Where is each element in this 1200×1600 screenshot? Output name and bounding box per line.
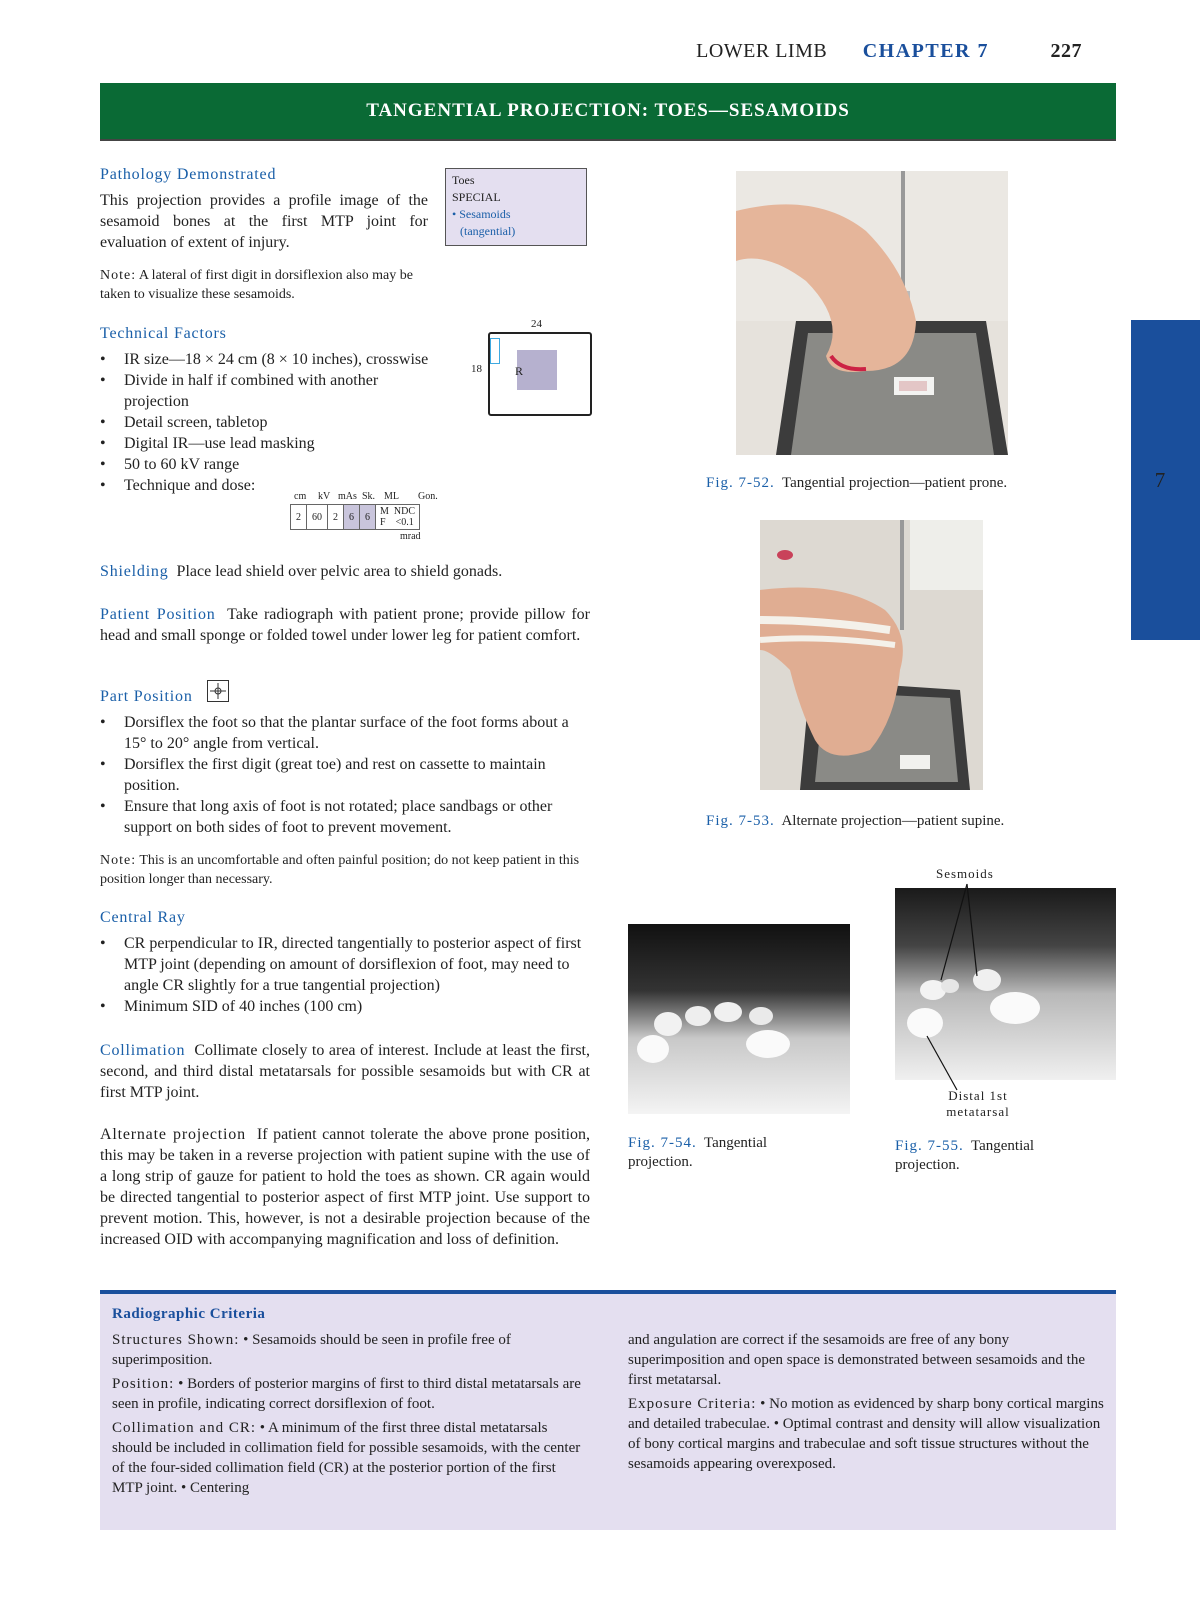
list-item: • IR size—18 × 24 cm (8 × 10 inches), crosswise [100, 349, 430, 370]
note-label: Note: [100, 268, 137, 283]
fig-7-52-photo [736, 171, 1008, 455]
dose-col-mas: mAs [338, 491, 357, 502]
figure-caption: Alternate projection—patient supine. [781, 813, 1005, 829]
criteria-heading: Radiographic Criteria [112, 1306, 266, 1322]
running-header [696, 40, 1082, 63]
criteria-position [112, 1374, 584, 1414]
projection-menu-box [445, 168, 587, 246]
alternate-text: If patient cannot tolerate the above prone position, this may be taken in a reverse projection with patient supine with the use of a long strip of gauze for patient to hold the toes as shown. CR again would be directed tangential to posterior aspect of first MTP joint. Use support to prevent motion. This, however, is not a desirable projection because of the increased OID with accompanying magnification and loss of definition. [100, 1126, 591, 1248]
patient-position-heading: Patient Position [100, 606, 216, 623]
dose-col-kv: kV [318, 491, 331, 502]
shielding-block [100, 561, 592, 582]
exposure-label: Exposure Criteria: [628, 1396, 757, 1412]
gonad-f-label: F [380, 517, 386, 528]
alternate-heading: Alternate projection [100, 1126, 246, 1143]
part-position-note [100, 851, 590, 889]
menu-group: SPECIAL [452, 190, 501, 204]
list-item: • Minimum SID of 40 inches (100 cm) [100, 996, 590, 1017]
label-line-1: Distal 1st [948, 1088, 1008, 1103]
collimation-marker [490, 338, 500, 364]
figure-caption: Tangential projection. [895, 1138, 1035, 1173]
note-text: This is an uncomfortable and often painful position; do not keep patient in this position longer than necessary. [100, 853, 580, 887]
position-text: • Borders of posterior margins of first to third distal metatarsals are seen in profile, indicating correct dorsiflexion of foot. [112, 1376, 581, 1412]
criteria-continued: and angulation are correct if the sesamoids are free of any bony superimposition and open space is demonstrated between sesamoids and the first metatarsal. [628, 1332, 1085, 1388]
dose-table [290, 504, 420, 530]
fig-7-54-caption [628, 1134, 828, 1172]
pathology-heading: Pathology Demonstrated [100, 166, 277, 183]
part-position-heading: Part Position [100, 688, 193, 705]
pathology-note [100, 266, 430, 304]
fig-7-53-caption [706, 812, 1106, 831]
menu-category: Toes [452, 173, 475, 187]
page-number: 227 [1050, 40, 1082, 62]
chapter-label: CHAPTER 7 [862, 40, 989, 62]
dose-kv: 60 [307, 505, 328, 530]
list-item: • Technique and dose: [100, 475, 430, 496]
collimation-label: Collimation and CR: [112, 1420, 257, 1436]
fig-7-55-caption [895, 1137, 1095, 1175]
list-item: • Digital IR—use lead masking [100, 433, 430, 454]
note-text: A lateral of first digit in dorsiflexion also may be taken to visualize these sesamoids. [100, 268, 413, 302]
page-title-banner [100, 83, 1116, 141]
gonad-m-label: M [380, 506, 389, 517]
collimation-block [100, 1040, 590, 1103]
criteria-structures [112, 1330, 584, 1370]
radiographic-criteria-box [100, 1290, 1116, 1530]
fig-7-55-leader-lines [895, 876, 1116, 1096]
criteria-left-column [112, 1330, 584, 1502]
dose-ml: 6 [360, 505, 376, 530]
shielding-text: Place lead shield over pelvic area to shield gonads. [176, 563, 503, 580]
technical-list [100, 349, 430, 496]
part-position-list [100, 712, 590, 838]
list-item: • Detail screen, tabletop [100, 412, 430, 433]
fig-7-54-radiograph [628, 924, 850, 1114]
ir-side-marker: R [515, 364, 524, 378]
list-item: • Dorsiflex the first digit (great toe) and rest on cassette to maintain position. [100, 754, 590, 796]
figure-number: Fig. 7-52. [706, 475, 775, 491]
dose-gonad [376, 505, 420, 530]
central-ray-list [100, 933, 590, 1017]
part-position-icon [207, 680, 229, 702]
list-item: • Dorsiflex the foot so that the plantar surface of the foot forms about a 15° to 20° angle from vertical. [100, 712, 590, 754]
criteria-collimation [112, 1418, 584, 1498]
label-sesmoids: Sesmoids [936, 866, 994, 881]
gonad-m-value: NDC [393, 506, 416, 517]
note-label: Note: [100, 853, 137, 868]
exposure-text: • No motion as evidenced by sharp bony cortical margins and detailed trabeculae. • Optimal contrast and density will allow visualization of bony cortical margins and trabeculae and soft tissue structures without the sesamoids appearing overexposed. [628, 1396, 1104, 1472]
section-label: LOWER LIMB [696, 40, 828, 62]
figure-caption: Tangential projection. [628, 1135, 768, 1170]
structures-text: • Sesamoids should be seen in profile free of superimposition. [112, 1332, 511, 1368]
dose-col-ml: ML [384, 491, 399, 502]
position-label: Position: [112, 1376, 175, 1392]
dose-unit: mrad [400, 531, 421, 542]
gonad-f-value: <0.1 [395, 517, 414, 528]
page-title: TANGENTIAL PROJECTION: TOES—SESAMOIDS [366, 100, 850, 121]
menu-selected-detail: (tangential) [460, 224, 516, 238]
patient-position-block [100, 604, 590, 646]
list-item: • Divide in half if combined with another projection [100, 370, 430, 412]
ir-height-label: 18 [471, 363, 482, 375]
list-item: • Ensure that long axis of foot is not rotated; place sandbags or other support on both sides of foot to prevent movement. [100, 796, 590, 838]
dose-col-cm: cm [294, 491, 307, 502]
technical-heading: Technical Factors [100, 325, 227, 342]
figure-number: Fig. 7-53. [706, 813, 775, 829]
figure-number: Fig. 7-55. [895, 1138, 964, 1154]
dose-cm: 2 [291, 505, 307, 530]
alternate-block [100, 1124, 590, 1250]
dose-sk: 6 [344, 505, 360, 530]
ir-width-label: 24 [531, 318, 542, 330]
central-ray-heading: Central Ray [100, 909, 186, 926]
pathology-text: This projection provides a profile image of the sesamoid bones at the first MTP joint for evaluation of extent of injury. [100, 192, 428, 251]
collimation-heading: Collimation [100, 1042, 186, 1059]
label-line-2: metatarsal [946, 1104, 1010, 1119]
list-item: • CR perpendicular to IR, directed tangentially to posterior aspect of first MTP joint (depending on amount of dorsiflexion of foot, may need to angle CR slightly for a true tangential projection) [100, 933, 590, 996]
dose-col-gon: Gon. [418, 491, 438, 502]
shielding-heading: Shielding [100, 563, 169, 580]
menu-selected: • Sesamoids [452, 207, 511, 221]
criteria-exposure [628, 1394, 1104, 1474]
figure-number: Fig. 7-54. [628, 1135, 697, 1151]
label-distal-metatarsal [928, 1088, 1028, 1120]
dose-col-sk: Sk. [362, 491, 376, 502]
fig-7-52-caption [706, 474, 1106, 493]
dose-table-header [294, 491, 474, 502]
dose-mas: 2 [328, 505, 344, 530]
structures-label: Structures Shown: [112, 1332, 240, 1348]
fig-7-53-photo [760, 520, 983, 790]
collimation-text: • A minimum of the first three distal metatarsals should be included in collimation field for possible sesamoids, with the center of the four-sided collimation field (CR) at the posterior portion of the first MTP joint. • Centering [112, 1420, 581, 1496]
patient-position-text: Take radiograph with patient prone; provide pillow for head and small sponge or folded towel under lower leg for patient comfort. [100, 606, 591, 644]
collimation-text: Collimate closely to area of interest. Include at least the first, second, and third distal metatarsals for possible sesamoids but with CR at first MTP joint. [100, 1042, 590, 1101]
list-item: • 50 to 60 kV range [100, 454, 430, 475]
criteria-right-column [628, 1330, 1104, 1478]
side-tab-number: 7 [1154, 468, 1166, 492]
figure-caption: Tangential projection—patient prone. [782, 475, 1008, 491]
